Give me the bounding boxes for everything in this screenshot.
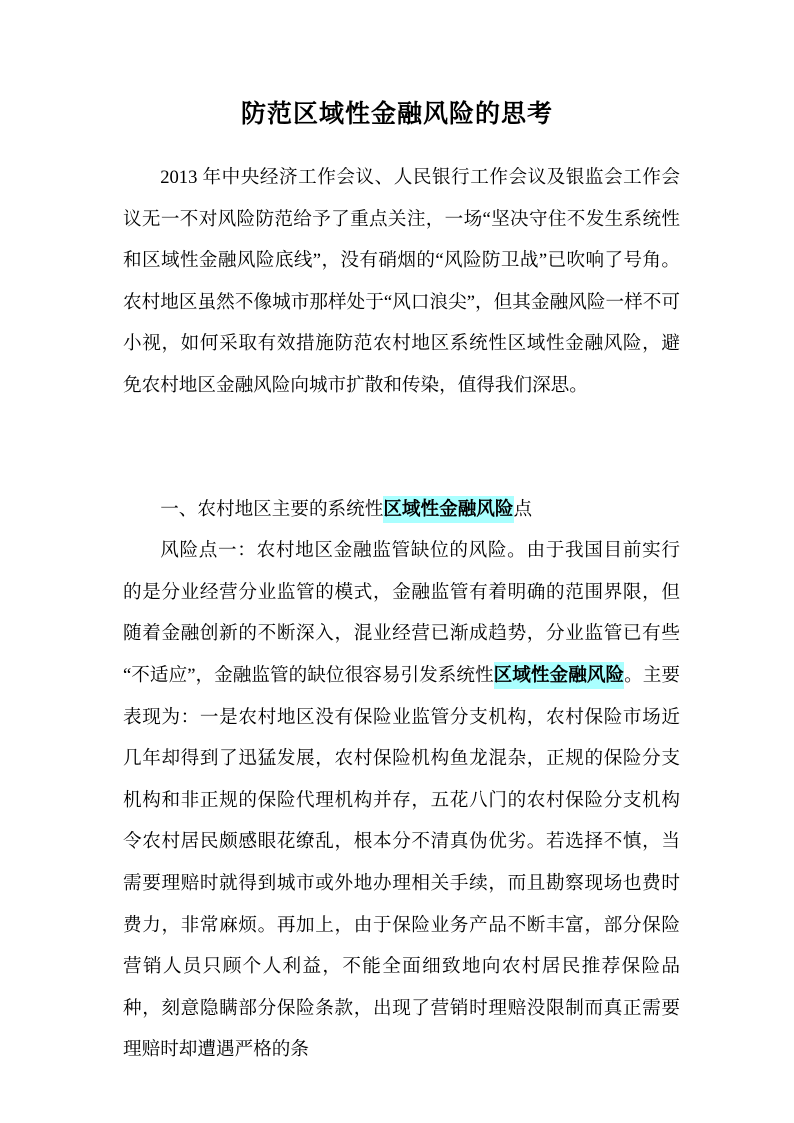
highlighted-term-heading: 区域性金融风险 <box>383 496 513 523</box>
section-heading-text-post: 点 <box>513 498 533 520</box>
section-heading-text-pre: 一、农村地区主要的系统性 <box>160 498 384 520</box>
highlighted-term-body: 区域性金融风险 <box>494 662 624 689</box>
section-heading <box>123 489 680 531</box>
intro-paragraph: 2013 年中央经济工作会议、人民银行工作会议及银监会工作会议无一不对风险防范给予了重点关注，一场“坚决守住不发生系统性和区域性金融风险底线”，没有硝烟的“风险防卫战”已吹响了号角。农村地区虽然不像城市那样处于“风口浪尖”，但其金融风险一样不可小视，如何采取有效措施防范农村地区系统性区域性金融风险，避免农村地区金融风险向城市扩散和传染，值得我们深思。 <box>123 167 680 396</box>
risk-point-paragraph <box>123 530 680 1071</box>
risk-point-text-pre: 风险点一：农村地区金融监管缺位的风险。由于我国目前实行的是分业经营分业监管的模式，金融监管有着明确的范围界限，但随着金融创新的不断深入，混业经营已渐成趋势，分业监管已有些“不适应”，金融监管的缺位很容易引发系统性 <box>123 540 680 686</box>
document-title: 防范区域性金融风险的思考 <box>240 99 553 128</box>
risk-point-text-post: 。主要表现为：一是农村地区没有保险业监管分支机构，农村保险市场近几年却得到了迅猛发展，农村保险机构鱼龙混杂，正规的保险分支机构和非正规的保险代理机构并存，五花八门的农村保险分支机构令农村居民颇感眼花缭乱，根本分不清真伪优劣。若选择不慎，当需要理赔时就得到城市或外地办理相关手续，而且勘察现场也费时费力，非常麻烦。再加上，由于保险业务产品不断丰富，部分保险营销人员只顾个人利益，不能全面细致地向农村居民推荐保险品种，刻意隐瞒部分保险条款，出现了营销时理赔没限制而真正需要理赔时却遭遇严格的条 <box>123 664 680 1061</box>
